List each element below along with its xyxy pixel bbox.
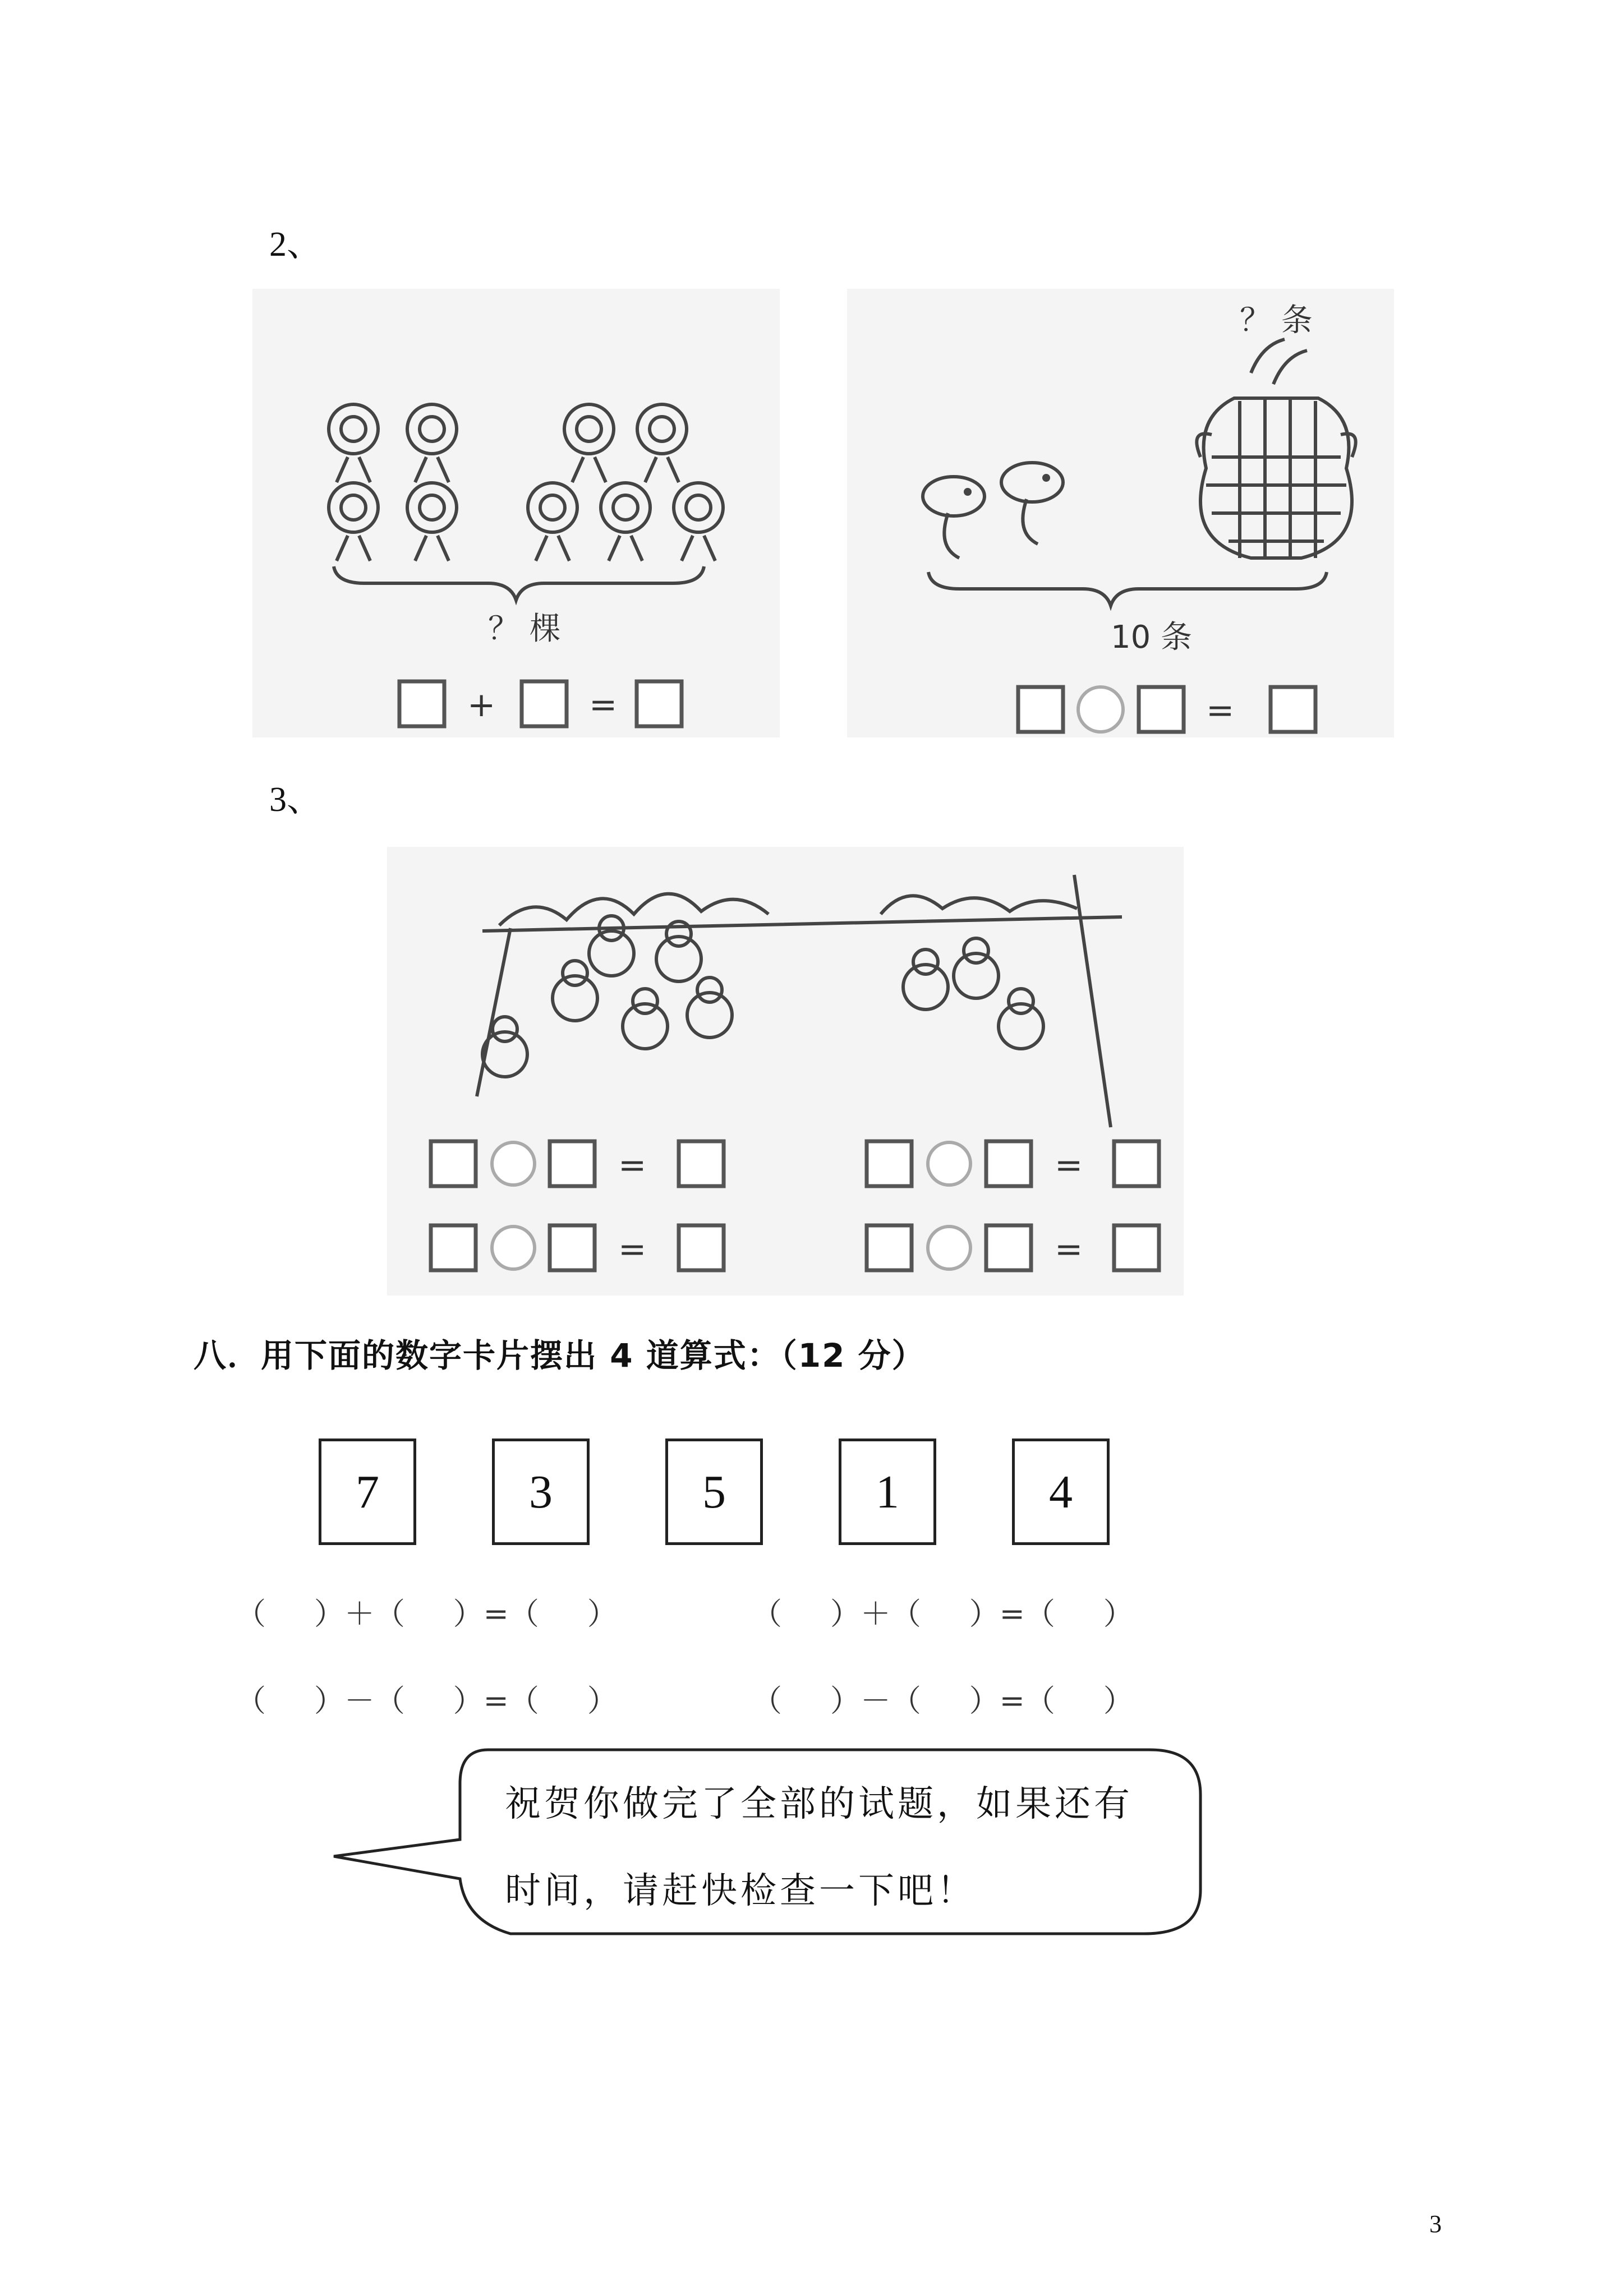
number-card: 5 <box>665 1439 763 1545</box>
equation-row <box>431 1141 1159 1186</box>
sunflower-panel <box>252 289 780 737</box>
sunflower-group-right <box>528 404 723 561</box>
equals-sign: = <box>589 685 618 725</box>
equals-sign: = <box>618 1146 647 1185</box>
jar-count-label: ？ 条 <box>1240 302 1313 339</box>
equals-sign: = <box>1055 1230 1083 1269</box>
answer-box[interactable] <box>522 681 567 726</box>
number-card: 4 <box>1012 1439 1110 1545</box>
equation-row <box>431 1225 1159 1270</box>
fish-panel <box>847 289 1394 737</box>
question-number-3: 3、 <box>269 781 322 819</box>
fish-illustration <box>847 289 1394 737</box>
page-number: 3 <box>1429 2210 1442 2238</box>
equals-sign: = <box>618 1230 647 1269</box>
speech-bubble <box>325 1733 1212 1952</box>
operator-circle[interactable] <box>492 1227 535 1269</box>
fish-icon <box>1001 463 1063 544</box>
sunflower-illustration <box>252 289 780 737</box>
answer-box[interactable] <box>986 1141 1031 1186</box>
sunflower-count-label: ？ 棵 <box>488 611 561 647</box>
operator-circle[interactable] <box>928 1142 970 1185</box>
gourd-panel <box>387 847 1184 1295</box>
number-card: 3 <box>492 1439 590 1545</box>
gourd-illustration <box>387 847 1184 1295</box>
answer-box[interactable] <box>1018 687 1063 732</box>
answer-box[interactable] <box>1114 1141 1159 1186</box>
subtraction-equation-left[interactable]: （ ）－（ ）=（ ） <box>236 1683 618 1718</box>
brace <box>334 566 704 600</box>
operator-circle[interactable] <box>492 1142 535 1185</box>
total-fish-label: 10 条 <box>1111 619 1193 656</box>
equals-sign: = <box>1055 1146 1083 1185</box>
number-card: 7 <box>319 1439 416 1545</box>
answer-box[interactable] <box>550 1225 595 1270</box>
gourd-group-left <box>482 916 732 1077</box>
equals-sign: = <box>1206 691 1235 730</box>
answer-box[interactable] <box>1271 687 1315 732</box>
gourd-group-right <box>903 938 1043 1049</box>
subtraction-equation-right[interactable]: （ ）－（ ）=（ ） <box>752 1683 1134 1718</box>
answer-box[interactable] <box>679 1141 724 1186</box>
operator-circle[interactable] <box>928 1227 970 1269</box>
answer-box[interactable] <box>867 1141 912 1186</box>
answer-box[interactable] <box>1139 687 1184 732</box>
answer-box[interactable] <box>1114 1225 1159 1270</box>
plus-sign: + <box>467 685 496 725</box>
answer-box[interactable] <box>637 681 682 726</box>
fish-icon <box>923 477 984 558</box>
operator-circle[interactable] <box>1078 687 1123 732</box>
answer-box[interactable] <box>550 1141 595 1186</box>
number-card: 1 <box>839 1439 936 1545</box>
brace <box>928 572 1327 606</box>
answer-box[interactable] <box>986 1225 1031 1270</box>
sunflower-group-left <box>329 404 457 561</box>
answer-box[interactable] <box>679 1225 724 1270</box>
jar-icon <box>1197 339 1355 558</box>
addition-equation-right[interactable]: （ ）＋（ ）=（ ） <box>752 1596 1134 1631</box>
answer-box[interactable] <box>867 1225 912 1270</box>
section-8-title: 八．用下面的数字卡片摆出 4 道算式：（12 分） <box>194 1336 926 1375</box>
answer-box[interactable] <box>399 681 444 726</box>
answer-box[interactable] <box>431 1141 476 1186</box>
answer-box[interactable] <box>431 1225 476 1270</box>
question-number-2: 2、 <box>269 225 322 264</box>
addition-equation-left[interactable]: （ ）＋（ ）=（ ） <box>236 1596 618 1631</box>
bubble-line-2: 时间，请赶快检查一下吧！ <box>505 1870 976 1912</box>
bubble-line-1: 祝贺你做完了全部的试题，如果还有 <box>505 1783 1133 1825</box>
